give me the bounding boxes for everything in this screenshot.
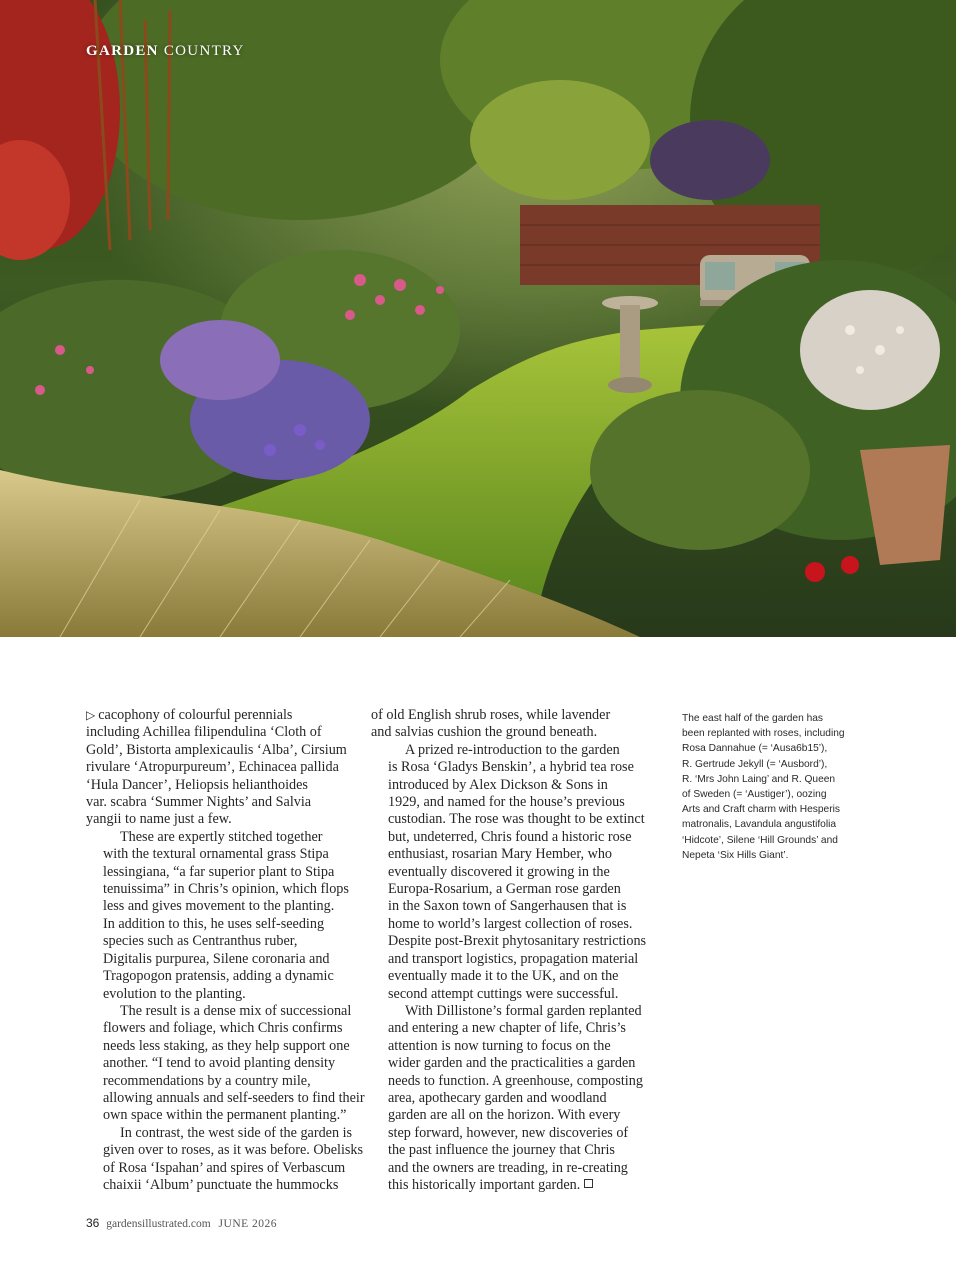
text-line: the past influence the journey that Chris — [388, 1142, 615, 1159]
caption-line: ‘Hidcote’, Silene ‘Hill Grounds’ and — [682, 834, 838, 846]
section-label-rest: COUNTRY — [163, 43, 245, 59]
text-line: In addition to this, he uses self-seeding — [103, 915, 325, 932]
text-line: enthusiast, rosarian Mary Hember, who — [388, 846, 613, 863]
text-line: this historically important garden. — [371, 1177, 641, 1194]
section-label-bold: GARDEN — [86, 43, 159, 59]
text-line: With Dillistone’s formal garden replanted — [405, 1002, 642, 1019]
text-line: of old English shrub roses, while lavender — [371, 707, 611, 723]
text-line: allowing annuals and self-seeders to find their — [103, 1089, 365, 1106]
page-footer — [86, 1216, 277, 1230]
text-line: needs to function. A greenhouse, composting — [388, 1072, 643, 1089]
text-line: and the owners are treading, in re-creating — [388, 1159, 628, 1176]
continuation-arrow-icon: ▷ — [86, 708, 96, 722]
text-line: 1929, and named for the house’s previous — [388, 794, 625, 811]
text-line: Gold’, Bistorta amplexicaulis ‘Alba’, Cirsium — [86, 741, 347, 758]
text-line: lessingiana, “a far superior plant to Stipa — [103, 863, 335, 880]
text-line: of Rosa ‘Ispahan’ and spires of Verbascum — [103, 1159, 346, 1176]
page-number: 36 — [86, 1216, 100, 1230]
text-line: In contrast, the west side of the garden is — [120, 1124, 353, 1141]
text-line: wider garden and the practicalities a garden — [388, 1055, 636, 1072]
text-line: ‘Hula Dancer’, Heliopsis helianthoides — [86, 776, 308, 793]
text-line: less and gives movement to the planting. — [103, 898, 335, 915]
text-line: given over to roses, as it was before. Obelisks — [103, 1142, 364, 1159]
text-line: species such as Centranthus ruber, — [103, 933, 298, 950]
text-line: Despite post-Brexit phytosanitary restrictions — [388, 933, 647, 950]
text-line: Europa-Rosarium, a German rose garden — [388, 881, 621, 898]
text-line: ▷ cacophony of colourful perennials — [86, 707, 293, 723]
caption-line: of Sweden (= ‘Austiger’), oozing — [682, 789, 827, 801]
caption-line: Arts and Craft charm with Hesperis — [682, 804, 840, 816]
text-line: second attempt cuttings were successful. — [388, 985, 619, 1002]
text-line: needs less staking, as they help support one — [103, 1037, 350, 1054]
text-line: These are expertly stitched together — [120, 828, 323, 845]
text-line: is Rosa ‘Gladys Benskin’, a hybrid tea rose — [388, 759, 634, 776]
text-line: recommendations by a country mile, — [103, 1072, 311, 1089]
caption-line: matronalis, Lavandula angustifolia — [682, 819, 837, 831]
footer-date: JUNE 2026 — [218, 1218, 278, 1230]
text-line: evolution to the planting. — [103, 985, 246, 1002]
text-line: attention is now turning to focus on the — [388, 1037, 611, 1054]
text-line: introduced by Alex Dickson & Sons in — [388, 776, 608, 793]
text-line: The result is a dense mix of successional — [120, 1002, 352, 1019]
caption-line: The east half of the garden has — [682, 713, 824, 724]
caption-line: been replanted with roses, including — [682, 728, 845, 740]
paragraph — [371, 1003, 641, 1194]
text-line: A prized re-introduction to the garden — [405, 741, 620, 758]
text-line: tenuissima” in Chris’s opinion, which flops — [103, 881, 349, 898]
text-line: chaixii ‘Album’ punctuate the hummocks — [103, 1176, 339, 1193]
caption-line: Rosa Dannahue (= ‘Ausa6b15’), — [682, 743, 828, 755]
text-line: in the Saxon town of Sangerhausen that is — [388, 898, 627, 915]
text-line: home to world’s largest collection of roses. — [388, 915, 633, 932]
caption-line: Nepeta ‘Six Hills Giant’. — [682, 849, 789, 861]
text-line: own space within the permanent planting.” — [103, 1107, 347, 1124]
text-line: with the textural ornamental grass Stipa — [103, 846, 329, 863]
caption-line: R. Gertrude Jekyll (= ‘Ausbord’), — [682, 758, 828, 770]
paragraph — [86, 829, 356, 1003]
square-end-mark-icon — [584, 1179, 593, 1188]
text-line: var. scabra ‘Summer Nights’ and Salvia — [86, 794, 312, 811]
article-column-2 — [371, 707, 647, 1194]
text-line: and entering a new chapter of life, Chris’s — [388, 1020, 626, 1037]
paragraph — [86, 707, 356, 829]
text-line: but, undeterred, Chris found a historic rose — [388, 828, 632, 845]
text-line: flowers and foliage, which Chris confirms — [103, 1020, 343, 1037]
paragraph — [86, 1002, 365, 1125]
text-line: Digitalis purpurea, Silene coronaria and — [103, 950, 330, 967]
text-line: area, apothecary garden and woodland — [388, 1089, 607, 1106]
text-line: yangii to name just a few. — [86, 811, 232, 828]
text-line: step forward, however, new discoveries of — [388, 1124, 629, 1141]
garden-photo — [0, 0, 956, 637]
paragraph — [371, 741, 647, 1003]
article-column-1 — [86, 707, 365, 1194]
text-line: garden are all on the horizon. With every — [388, 1107, 621, 1124]
paragraph — [371, 707, 641, 742]
caption-line: R. ‘Mrs John Laing’ and R. Queen — [682, 773, 836, 785]
text-line: eventually made it to the UK, and on the — [388, 968, 619, 985]
text-line: including Achillea filipendulina ‘Cloth of — [86, 724, 322, 741]
paragraph — [86, 1124, 364, 1195]
text-line: another. “I tend to avoid planting density — [103, 1055, 336, 1072]
photo-caption — [682, 711, 872, 863]
text-line: rivulare ‘Atropurpureum’, Echinacea pallida — [86, 759, 339, 776]
text-line: and salvias cushion the ground beneath. — [371, 724, 598, 741]
text-line: and transport logistics, propagation material — [388, 950, 639, 967]
text-line: custodian. The rose was thought to be extinct — [388, 811, 645, 828]
text-line: Tragopogon pratensis, adding a dynamic — [103, 968, 334, 985]
footer-site: gardensillustrated.com — [106, 1218, 211, 1230]
text-line: eventually discovered it growing in the — [388, 863, 610, 880]
section-label — [86, 43, 245, 60]
